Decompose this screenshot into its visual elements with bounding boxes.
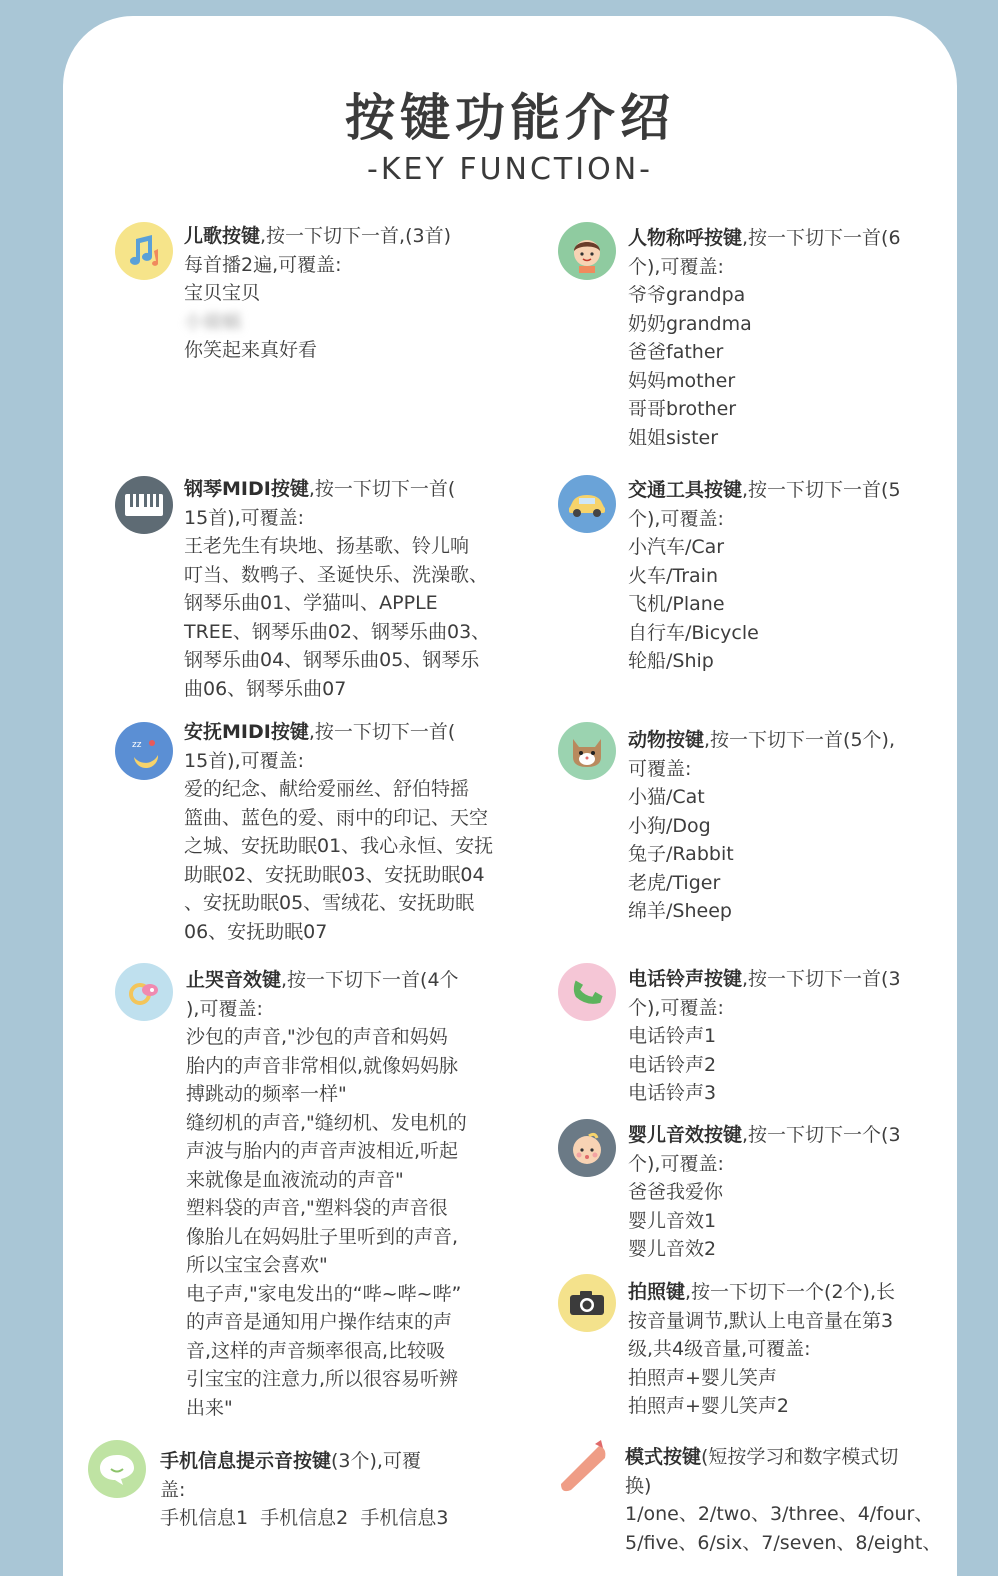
key-summary: (3个),可覆: [331, 1450, 421, 1472]
detail-line: ),可覆盖:: [186, 997, 263, 1020]
detail-line: 所以宝宝会喜欢": [186, 1254, 328, 1276]
detail-line: 5/five、6/six、7/seven、8/eight、: [625, 1531, 942, 1554]
detail-line: 爱的纪念、献给爱丽丝、舒伯特摇: [184, 778, 470, 800]
detail-line: 自行车/Bicycle: [628, 621, 759, 644]
chat-bubble-icon: [88, 1440, 146, 1498]
detail-line: 轮船/Ship: [628, 650, 714, 672]
detail-line: 宝贝宝贝: [184, 282, 261, 304]
detail-line: 婴儿音效1: [628, 1209, 717, 1232]
key-summary: ,按一下切下一首(: [308, 721, 456, 743]
detail-line: 15首),可覆盖:: [184, 506, 305, 529]
key-description: [628, 1278, 895, 1421]
page-subtitle: -KEY FUNCTION-: [367, 152, 653, 187]
detail-line: 电话铃声1: [628, 1025, 717, 1047]
key-name: 交通工具按键: [628, 479, 743, 501]
detail-line: 来就像是血液流动的声音": [186, 1168, 404, 1191]
key-name: 电话铃声按键: [628, 968, 743, 990]
detail-line: 15首),可覆盖:: [184, 749, 305, 772]
detail-line: 可覆盖:: [628, 757, 692, 780]
detail-line: 绵羊/Sheep: [628, 900, 732, 922]
car-icon: [558, 475, 616, 533]
detail-line: 1/one、2/two、3/three、4/four、: [625, 1503, 934, 1525]
detail-line: 像胎儿在妈妈肚子里听到的声音,: [186, 1225, 459, 1248]
detail-line: 钢琴乐曲01、学猫叫、APPLE: [184, 592, 438, 614]
key-summary: ,按一下切下一首(4个: [281, 969, 459, 991]
key-name: 婴儿音效按键: [628, 1124, 743, 1146]
detail-line: 、安抚助眠05、雪绒花、安抚助眠: [184, 892, 475, 914]
detail-line: 爸爸我爱你: [628, 1181, 724, 1203]
detail-line: TREE、钢琴乐曲02、钢琴乐曲03、: [184, 620, 491, 643]
detail-line: 盖:: [160, 1478, 186, 1501]
key-summary: ,按一下切下一首(6: [742, 227, 901, 249]
detail-line: 曲06、钢琴乐曲07: [184, 677, 347, 700]
key-name: 安抚MIDI按键: [184, 721, 309, 743]
detail-line: 你笑起来真好看: [184, 339, 318, 361]
detail-line: 兔子/Rabbit: [628, 843, 734, 865]
key-name: 模式按键: [625, 1446, 702, 1468]
key-name: 人物称呼按键: [628, 227, 743, 249]
detail-line: 老虎/Tiger: [628, 871, 721, 894]
detail-line: 的声音是通知用户操作结束的声: [186, 1311, 453, 1333]
key-summary: ,按一下切下一首(5: [742, 479, 901, 501]
pacifier-icon: [115, 963, 173, 1021]
key-description: [186, 966, 467, 1422]
detail-line: 个),可覆盖:: [628, 507, 724, 530]
key-name: 止哭音效键: [186, 969, 282, 991]
detail-line: 爸爸father: [628, 341, 724, 363]
key-name: 儿歌按键: [184, 225, 261, 247]
detail-line: 小汽车/Car: [628, 536, 725, 558]
page-title: 按键功能介绍: [345, 89, 675, 147]
detail-line: 小狗/Dog: [628, 814, 711, 837]
cat-face-icon: [558, 722, 616, 780]
detail-line: 火车/Train: [628, 564, 718, 587]
key-name: 动物按键: [628, 729, 705, 751]
key-description: [628, 476, 901, 676]
svg-text:zz: zz: [132, 740, 142, 750]
detail-line: 电话铃声3: [628, 1082, 717, 1104]
detail-line: 个),可覆盖:: [628, 1152, 724, 1175]
detail-line: 每首播2遍,可覆盖:: [184, 253, 342, 276]
detail-line: 出来": [186, 1396, 233, 1419]
detail-line: 缝纫机的声音,"缝纫机、发电机的: [186, 1111, 467, 1134]
camera-icon: [558, 1274, 616, 1332]
detail-line: 电子声,"家电发出的“哔~哔~哔”: [186, 1282, 462, 1305]
detail-line: 声波与胎内的声音声波相近,听起: [186, 1140, 459, 1162]
key-description: [628, 726, 895, 926]
key-description: [628, 965, 901, 1108]
detail-line: 个),可覆盖:: [628, 255, 724, 278]
key-summary: ,按一下切下一首(: [308, 478, 456, 500]
key-summary: ,按一下切下一首(5个),: [704, 729, 896, 751]
detail-line: 搏跳动的频率一样": [186, 1083, 347, 1105]
piano-icon: [115, 476, 173, 534]
detail-line: 哥哥brother: [628, 398, 737, 420]
baby-face-icon: [558, 1119, 616, 1177]
detail-line: 引宝宝的注意力,所以很容易听辨: [186, 1368, 459, 1390]
key-summary: ,按一下切下一首(3: [742, 968, 901, 990]
detail-line: 级,共4级音量,可覆盖:: [628, 1338, 811, 1360]
detail-line: 电话铃声2: [628, 1053, 717, 1076]
detail-line: 06、安抚助眠07: [184, 920, 328, 943]
detail-line: 拍照声+婴儿笑声: [628, 1366, 777, 1389]
music-note-icon: [115, 222, 173, 280]
detail-line: 沙包的声音,"沙包的声音和妈妈: [186, 1026, 448, 1048]
detail-line-blurred: 小骑蜗: [184, 310, 242, 333]
key-summary: ,按一下切下一首,(3首): [260, 225, 452, 247]
detail-line: 塑料袋的声音,"塑料袋的声音很: [186, 1197, 448, 1219]
key-summary: ,按一下切下一个(3: [742, 1124, 901, 1146]
boy-face-icon: [558, 222, 616, 280]
detail-line: 妈妈mother: [628, 369, 736, 392]
detail-line: 手机信息1 手机信息2 手机信息3: [160, 1507, 449, 1529]
key-description: [184, 718, 493, 946]
detail-line: 叮当、数鸭子、圣诞快乐、洗澡歌、: [184, 563, 489, 586]
key-description: [160, 1447, 448, 1533]
key-name: 手机信息提示音按键: [160, 1450, 332, 1472]
detail-line: 飞机/Plane: [628, 593, 725, 615]
detail-line: 助眠02、安抚助眠03、安抚助眠04: [184, 863, 485, 886]
sleeping-moon-icon: [115, 722, 173, 780]
carrot-icon: [555, 1438, 615, 1498]
detail-line: 姐姐sister: [628, 426, 719, 449]
phone-icon: [558, 963, 616, 1021]
key-description: [625, 1443, 941, 1557]
key-name: 钢琴MIDI按键: [184, 478, 309, 500]
key-description: [184, 475, 490, 703]
detail-line: 奶奶grandma: [628, 312, 752, 335]
detail-line: 换): [625, 1474, 652, 1497]
detail-line: 小猫/Cat: [628, 786, 705, 808]
detail-line: 钢琴乐曲04、钢琴乐曲05、钢琴乐: [184, 649, 480, 671]
key-summary: ,按一下切下一个(2个),长: [685, 1281, 896, 1303]
key-summary: (短按学习和数字模式切: [701, 1446, 899, 1468]
detail-line: 王老先生有块地、扬基歌、铃儿响: [184, 535, 470, 557]
detail-line: 按音量调节,默认上电音量在第3: [628, 1309, 894, 1332]
key-description: [628, 224, 901, 452]
key-description: [628, 1121, 901, 1264]
key-name: 拍照键: [628, 1281, 686, 1303]
detail-line: 胎内的声音非常相似,就像妈妈脉: [186, 1054, 459, 1077]
detail-line: 篮曲、蓝色的爱、雨中的印记、天空: [184, 806, 489, 829]
detail-line: 之城、安抚助眠01、我心永恒、安抚: [184, 835, 494, 857]
key-description: [184, 222, 451, 365]
detail-line: 婴儿音效2: [628, 1238, 717, 1260]
detail-line: 拍照声+婴儿笑声2: [628, 1395, 790, 1417]
detail-line: 个),可覆盖:: [628, 996, 724, 1019]
detail-line: 爷爷grandpa: [628, 284, 746, 306]
detail-line: 音,这样的声音频率很高,比较吸: [186, 1339, 446, 1362]
